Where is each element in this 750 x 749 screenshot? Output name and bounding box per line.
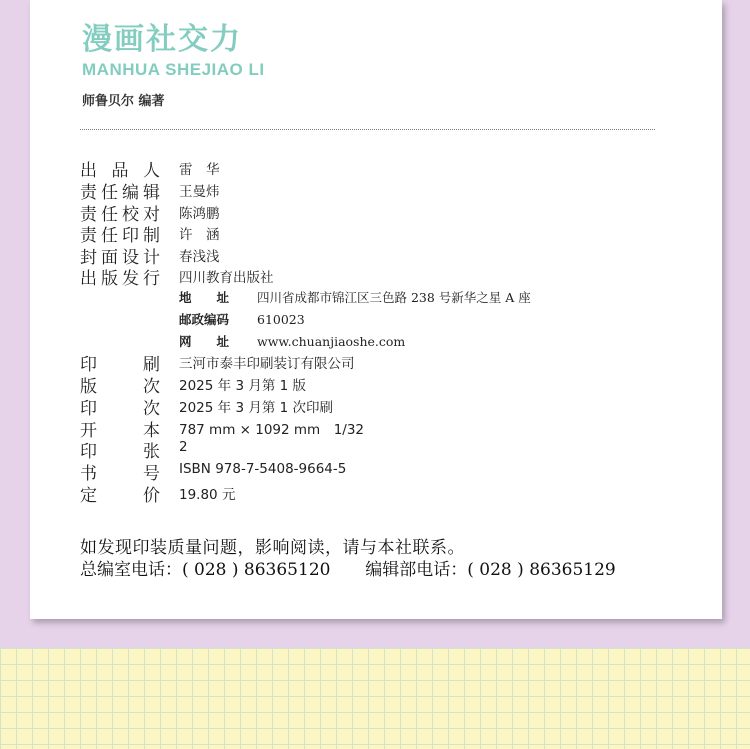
spec-label: 书 号 (80, 464, 160, 484)
spec-value: 三河市泰丰印刷装订有限公司 (179, 356, 355, 372)
info-value: www.chuanjiaoshe.com (257, 334, 406, 349)
info-value: 四川省成都市锦江区三色路 238 号新华之星 A 座 (257, 290, 531, 305)
spec-label: 印 张 (80, 442, 160, 462)
spec-label: 开 本 (80, 421, 160, 441)
spec-value: 2025 年 3 月第 1 次印刷 (179, 400, 333, 416)
credit-label: 封 面 设 计 (80, 248, 160, 268)
editor-office-phone: 总编室电话：( 028 ) 86365120 (80, 560, 331, 580)
credit-value: 春浅浅 (179, 249, 220, 265)
credit-value: 陈鸿鹏 (179, 206, 220, 222)
credit-label: 出 品 人 (80, 161, 160, 181)
spec-label: 印 次 (80, 399, 160, 419)
book-title-pinyin: MANHUA SHEJIAO LI (82, 60, 265, 79)
credit-label: 责 任 编 辑 (80, 183, 160, 203)
credit-value: 王曼炜 (179, 184, 220, 200)
book-title: 漫画社交力 (82, 22, 242, 57)
info-value: 610023 (257, 312, 305, 327)
info-key: 地 址 (179, 290, 230, 305)
credit-label: 出 版 发 行 (80, 269, 160, 289)
credit-label: 责 任 印 制 (80, 226, 160, 246)
info-key: 网 址 (179, 334, 230, 349)
credit-value: 雷 华 (179, 162, 220, 178)
copyright-page (30, 0, 722, 619)
spec-label: 印 刷 (80, 355, 160, 375)
credit-value: 许 涵 (179, 227, 220, 243)
spec-value: 19.80 元 (179, 487, 236, 503)
quality-notice: 如发现印装质量问题，影响阅读，请与本社联系。 (80, 538, 465, 558)
publisher-postcode (179, 310, 305, 330)
contact-phones (80, 555, 616, 580)
spec-value: 787 mm × 1092 mm 1/32 (179, 422, 365, 438)
info-key: 邮政编码 (179, 312, 230, 327)
grid-paper-decoration (0, 648, 750, 749)
editorial-dept-phone: 编辑部电话：( 028 ) 86365129 (365, 560, 616, 580)
publisher-address (179, 288, 531, 308)
spec-label: 定 价 (80, 486, 160, 506)
dotted-divider (80, 129, 655, 130)
credit-label: 责 任 校 对 (80, 205, 160, 225)
spec-value: ISBN 978-7-5408-9664-5 (179, 461, 347, 477)
spec-value: 2 (179, 439, 188, 455)
credit-value: 四川教育出版社 (179, 270, 274, 286)
book-author: 师鲁贝尔 编著 (82, 94, 165, 109)
scalloped-edge-decoration (0, 638, 750, 658)
publisher-website (179, 332, 405, 352)
spec-value: 2025 年 3 月第 1 版 (179, 378, 306, 394)
spec-label: 版 次 (80, 377, 160, 397)
